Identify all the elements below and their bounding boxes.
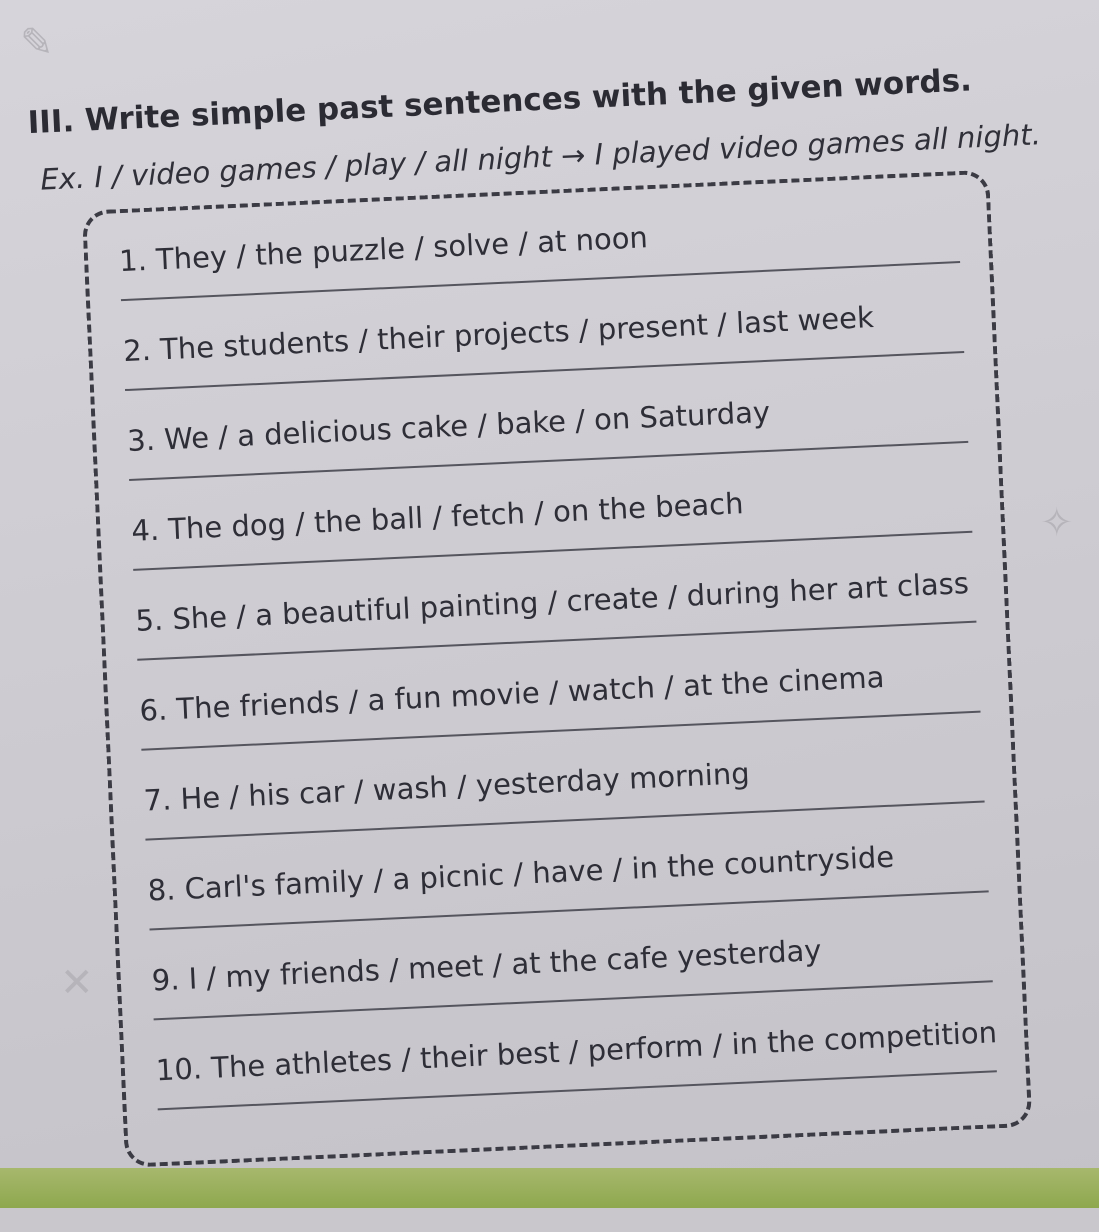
- prompt-3: 3. We / a delicious cake / bake / on Saturday: [126, 394, 771, 458]
- star-doodle-icon: ✧: [1040, 500, 1074, 546]
- prompt-4: 4. The dog / the ball / fetch / on the beach: [130, 486, 745, 548]
- cross-doodle-icon: ✕: [60, 960, 94, 1006]
- prompt-9: 9. I / my friends / meet / at the cafe yesterday: [151, 933, 823, 998]
- prompt-7: 7. He / his car / wash / yesterday morning: [142, 756, 751, 818]
- exercise-heading: III. Write simple past sentences with the given words.: [27, 62, 973, 142]
- prompt-8: 8. Carl's family / a picnic / have / in the countryside: [146, 839, 895, 908]
- example-sentence: Ex. I / video games / play / all night → I played video games all night.: [39, 117, 1042, 197]
- prompt-10: 10. The athletes / their best / perform / in the competition: [155, 1015, 998, 1088]
- pencil-doodle-icon: ✎: [20, 20, 54, 66]
- prompt-2: 2. The students / their projects / present / last week: [122, 300, 875, 369]
- prompt-5: 5. She / a beautiful painting / create / during her art class: [134, 566, 970, 638]
- grass-background: [0, 1168, 1099, 1208]
- prompt-6: 6. The friends / a fun movie / watch / at the cinema: [138, 659, 886, 728]
- prompt-1: 1. They / the puzzle / solve / at noon: [118, 220, 649, 279]
